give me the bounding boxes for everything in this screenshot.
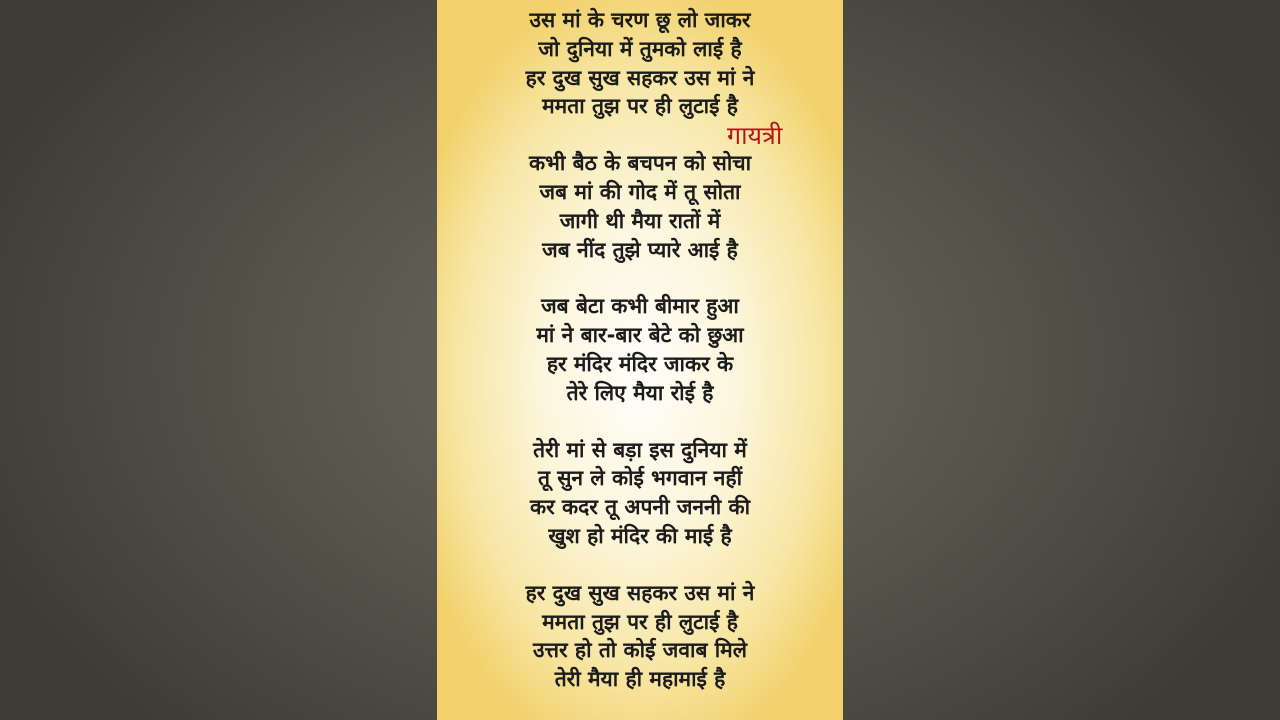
poem-line: मां ने बार-बार बेटे को छुआ — [536, 323, 744, 348]
poem-line: कभी बैठ के बचपन को सोचा — [528, 151, 752, 176]
poem-line: तेरे लिए मैया रोई है — [566, 380, 714, 405]
poem-line: तेरी मैया ही महामाई है — [554, 667, 726, 692]
poem-line: ममता तुझ पर ही लुटाई है — [542, 94, 738, 119]
stanza — [437, 149, 843, 264]
poem-line: ममता तुझ पर ही लुटाई है — [542, 609, 738, 634]
stanza — [437, 6, 843, 121]
stanza — [437, 579, 843, 694]
poem-line: जो दुनिया में तुमको लाई है — [538, 36, 742, 61]
poem-line: जब नींद तुझे प्यारे आई है — [542, 237, 738, 262]
poem-line: तू सुन ले कोई भगवान नहीं — [537, 466, 743, 491]
poem-line: कर कदर तू अपनी जननी की — [529, 495, 751, 520]
poem-line: उत्तर हो तो कोई जवाब मिले — [533, 638, 747, 663]
stanza — [437, 436, 843, 551]
poem-line: उस मां के चरण छू लो जाकर — [529, 8, 751, 32]
stanza — [437, 292, 843, 407]
poem-text — [437, 6, 843, 694]
poem-line: जब बेटा कभी बीमार हुआ — [541, 294, 739, 319]
poem-line: हर मंदिर मंदिर जाकर के — [546, 351, 734, 376]
signature-label: गायत्री — [727, 121, 783, 150]
poem-line: खुश हो मंदिर की माई है — [548, 523, 732, 548]
poem-line: हर दुख सुख सहकर उस मां ने — [525, 580, 755, 605]
poem-line: जब मां की गोद में तू सोता — [539, 179, 741, 204]
poem-line: जागी थी मैया रातों में — [559, 208, 721, 233]
poem-line: हर दुख सुख सहकर उस मां ने — [525, 65, 755, 90]
poem-line: तेरी मां से बड़ा इस दुनिया में — [533, 437, 747, 462]
poem-card — [437, 0, 843, 720]
